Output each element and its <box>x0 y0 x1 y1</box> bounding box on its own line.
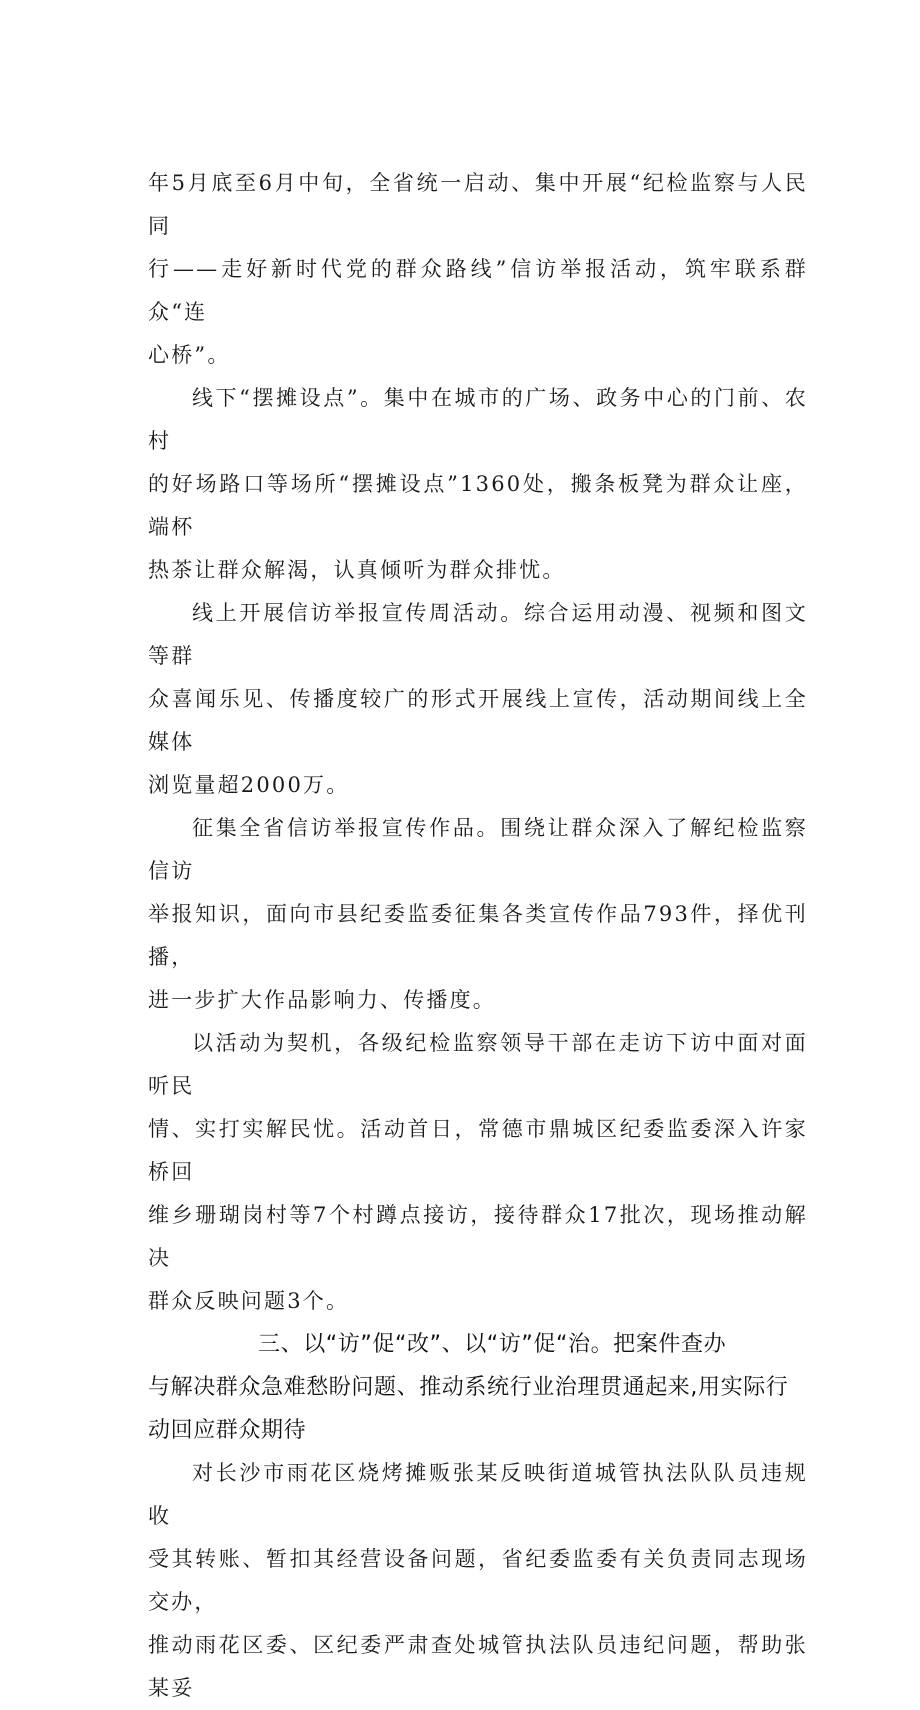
section-heading: 三、以“访”促“改”、以“访”促“治。把案件查办 与解决群众急难愁盼问题、推动系统行业治理贯通起来,用实际行 动回应群众期待 <box>148 1332 789 1443</box>
paragraph-closing: 对长沙市雨花区烧烤摊贩张某反映街道城管执法队队员违规收 受其转账、暂扣其经营设备问题，省纪委监委有关负责同志现场交办， 推动雨花区委、区纪委严肃查处城管执法队员违纪问题，帮助张某妥 <box>148 1461 808 1700</box>
paragraph-offline-stalls: 线下“摆摊设点”。集中在城市的广场、政务中心的门前、农村 的好场路口等场所“摆摊设点”1360处，搬条板凳为群众让座，端杯 热茶让群众解渴，认真倾听为群众排忧。 <box>148 386 808 582</box>
document-body <box>148 162 808 1710</box>
paragraph-online-week: 线上开展信访举报宣传周活动。综合运用动漫、视频和图文等群 众喜闻乐见、传播度较广的形式开展线上宣传，活动期间线上全媒体 浏览量超2000万。 <box>148 601 808 797</box>
paragraph-intro-continued: 年5月底至6月中旬，全省统一启动、集中开展“纪检监察与人民同 行——走好新时代党的群众路线”信访举报活动，筑牢联系群众“连 心桥”。 <box>148 171 808 367</box>
paragraph-leaders-visit: 以活动为契机，各级纪检监察领导干部在走访下访中面对面听民 情、实打实解民忧。活动首日，常德市鼎城区纪委监委深入许家桥回 维乡珊瑚岗村等7个村蹲点接访，接待群众17批次，现场推动解决 群众反映问题3个。 <box>148 1031 808 1313</box>
paragraph-collect-works: 征集全省信访举报宣传作品。围绕让群众深入了解纪检监察信访 举报知识，面向市县纪委监委征集各类宣传作品793件，择优刊播， 进一步扩大作品影响力、传播度。 <box>148 816 808 1012</box>
